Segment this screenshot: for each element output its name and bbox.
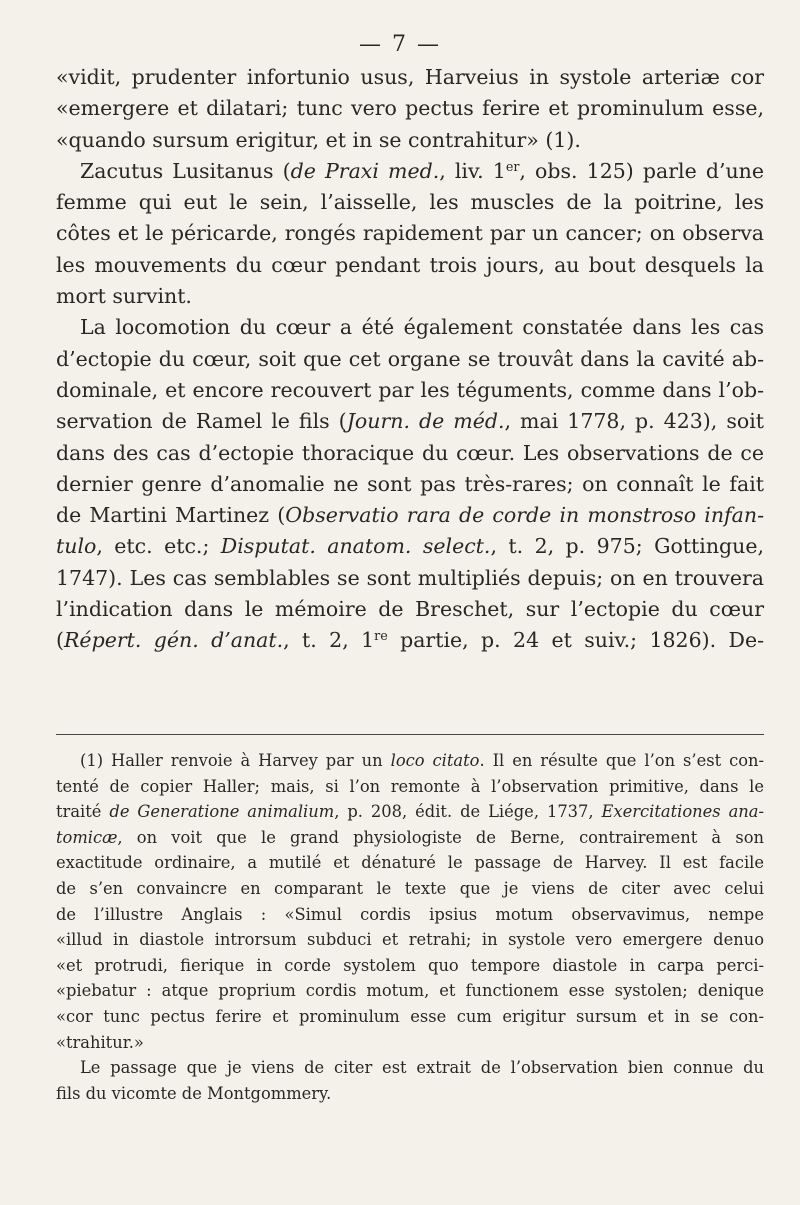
body-line: mort survint. (56, 284, 192, 309)
footnote-line: «illud in diastole introrsum subduci et retrahi; in systole vero emergere denuo (56, 930, 764, 950)
body-line: «quando sursum erigitur, et in se contrahitur» (1). (56, 127, 581, 152)
body-line: de Martini Martinez (Observatio rara de corde in monstroso infan- (56, 503, 764, 528)
body-line: Zacutus Lusitanus (de Praxi med., liv. 1er, obs. 125) parle d’une (80, 158, 765, 183)
page-number: — 7 — (359, 32, 441, 57)
footnote-line: «cor tunc pectus ferire et prominulum esse cum erigitur sursum et in se con- (56, 1006, 764, 1026)
footnote-line: de s’en convaincre en comparant le texte que je viens de citer avec celui (56, 878, 764, 898)
body-line: servation de Ramel le fils (Journ. de méd., mai 1778, p. 423), soit (56, 409, 764, 434)
body-line: tulo, etc. etc.; Disputat. anatom. select., t. 2, p. 975; Gottingue, (56, 534, 765, 559)
body-text (56, 62, 764, 657)
footnote-line: traité de Generatione animalium, p. 208, édit. de Liége, 1737, Exercitationes ana- (56, 802, 765, 822)
body-line: La locomotion du cœur a été également constatée dans les cas (80, 315, 764, 340)
footnote (56, 748, 764, 1106)
body-line: d’ectopie du cœur, soit que cet organe se trouvât dans la cavité ab- (56, 346, 764, 371)
footnote-line: exactitude ordinaire, a mutilé et dénaturé le passage de Harvey. Il est facile (56, 853, 764, 873)
footnote-line: de l’illustre Anglais : «Simul cordis ipsius motum observavimus, nempe (56, 904, 764, 924)
footnote-line: Le passage que je viens de citer est extrait de l’observation bien connue du (80, 1058, 764, 1078)
footnote-separator (56, 734, 764, 735)
footnote-line: (1) Haller renvoie à Harvey par un loco citato. Il en résulte que l’on s’est con- (80, 751, 764, 770)
footnote-line: tenté de copier Haller; mais, si l’on remonte à l’observation primitive, dans le (56, 776, 764, 796)
body-line: côtes et le péricarde, rongés rapidement par un cancer; on observa (56, 221, 764, 246)
body-line: femme qui eut le sein, l’aisselle, les muscles de la poitrine, les (56, 190, 764, 215)
body-line: (Répert. gén. d’anat., t. 2, 1re partie, p. 24 et suiv.; 1826). De- (56, 628, 765, 653)
body-line: dernier genre d’anomalie ne sont pas très-rares; on connaît le fait (56, 471, 764, 496)
footnote-line: «trahitur.» (56, 1032, 144, 1052)
body-line: «emergere et dilatari; tunc vero pectus ferire et prominulum esse, (56, 96, 764, 121)
footnote-line: tomicæ, on voit que le grand physiologiste de Berne, contrairement à son (56, 827, 764, 847)
body-line: dominale, et encore recouvert par les téguments, comme dans l’ob- (56, 377, 764, 402)
body-line: les mouvements du cœur pendant trois jours, au bout desquels la (56, 252, 764, 277)
body-line: «vidit, prudenter infortunio usus, Harveius in systole arteriæ cor (56, 65, 764, 89)
footnote-line: fils du vicomte de Montgommery. (56, 1083, 332, 1103)
body-line: l’indication dans le mémoire de Breschet, sur l’ectopie du cœur (56, 597, 764, 622)
footnote-line: «et protrudi, fierique in corde systolem quo tempore diastole in carpa perci- (56, 955, 764, 975)
body-line: 1747). Les cas semblables se sont multipliés depuis; on en trouvera (56, 565, 764, 590)
footnote-line: «piebatur : atque proprium cordis motum, et functionem esse systolen; denique (56, 981, 764, 1001)
body-line: dans des cas d’ectopie thoracique du cœur. Les observations de ce (56, 440, 764, 465)
